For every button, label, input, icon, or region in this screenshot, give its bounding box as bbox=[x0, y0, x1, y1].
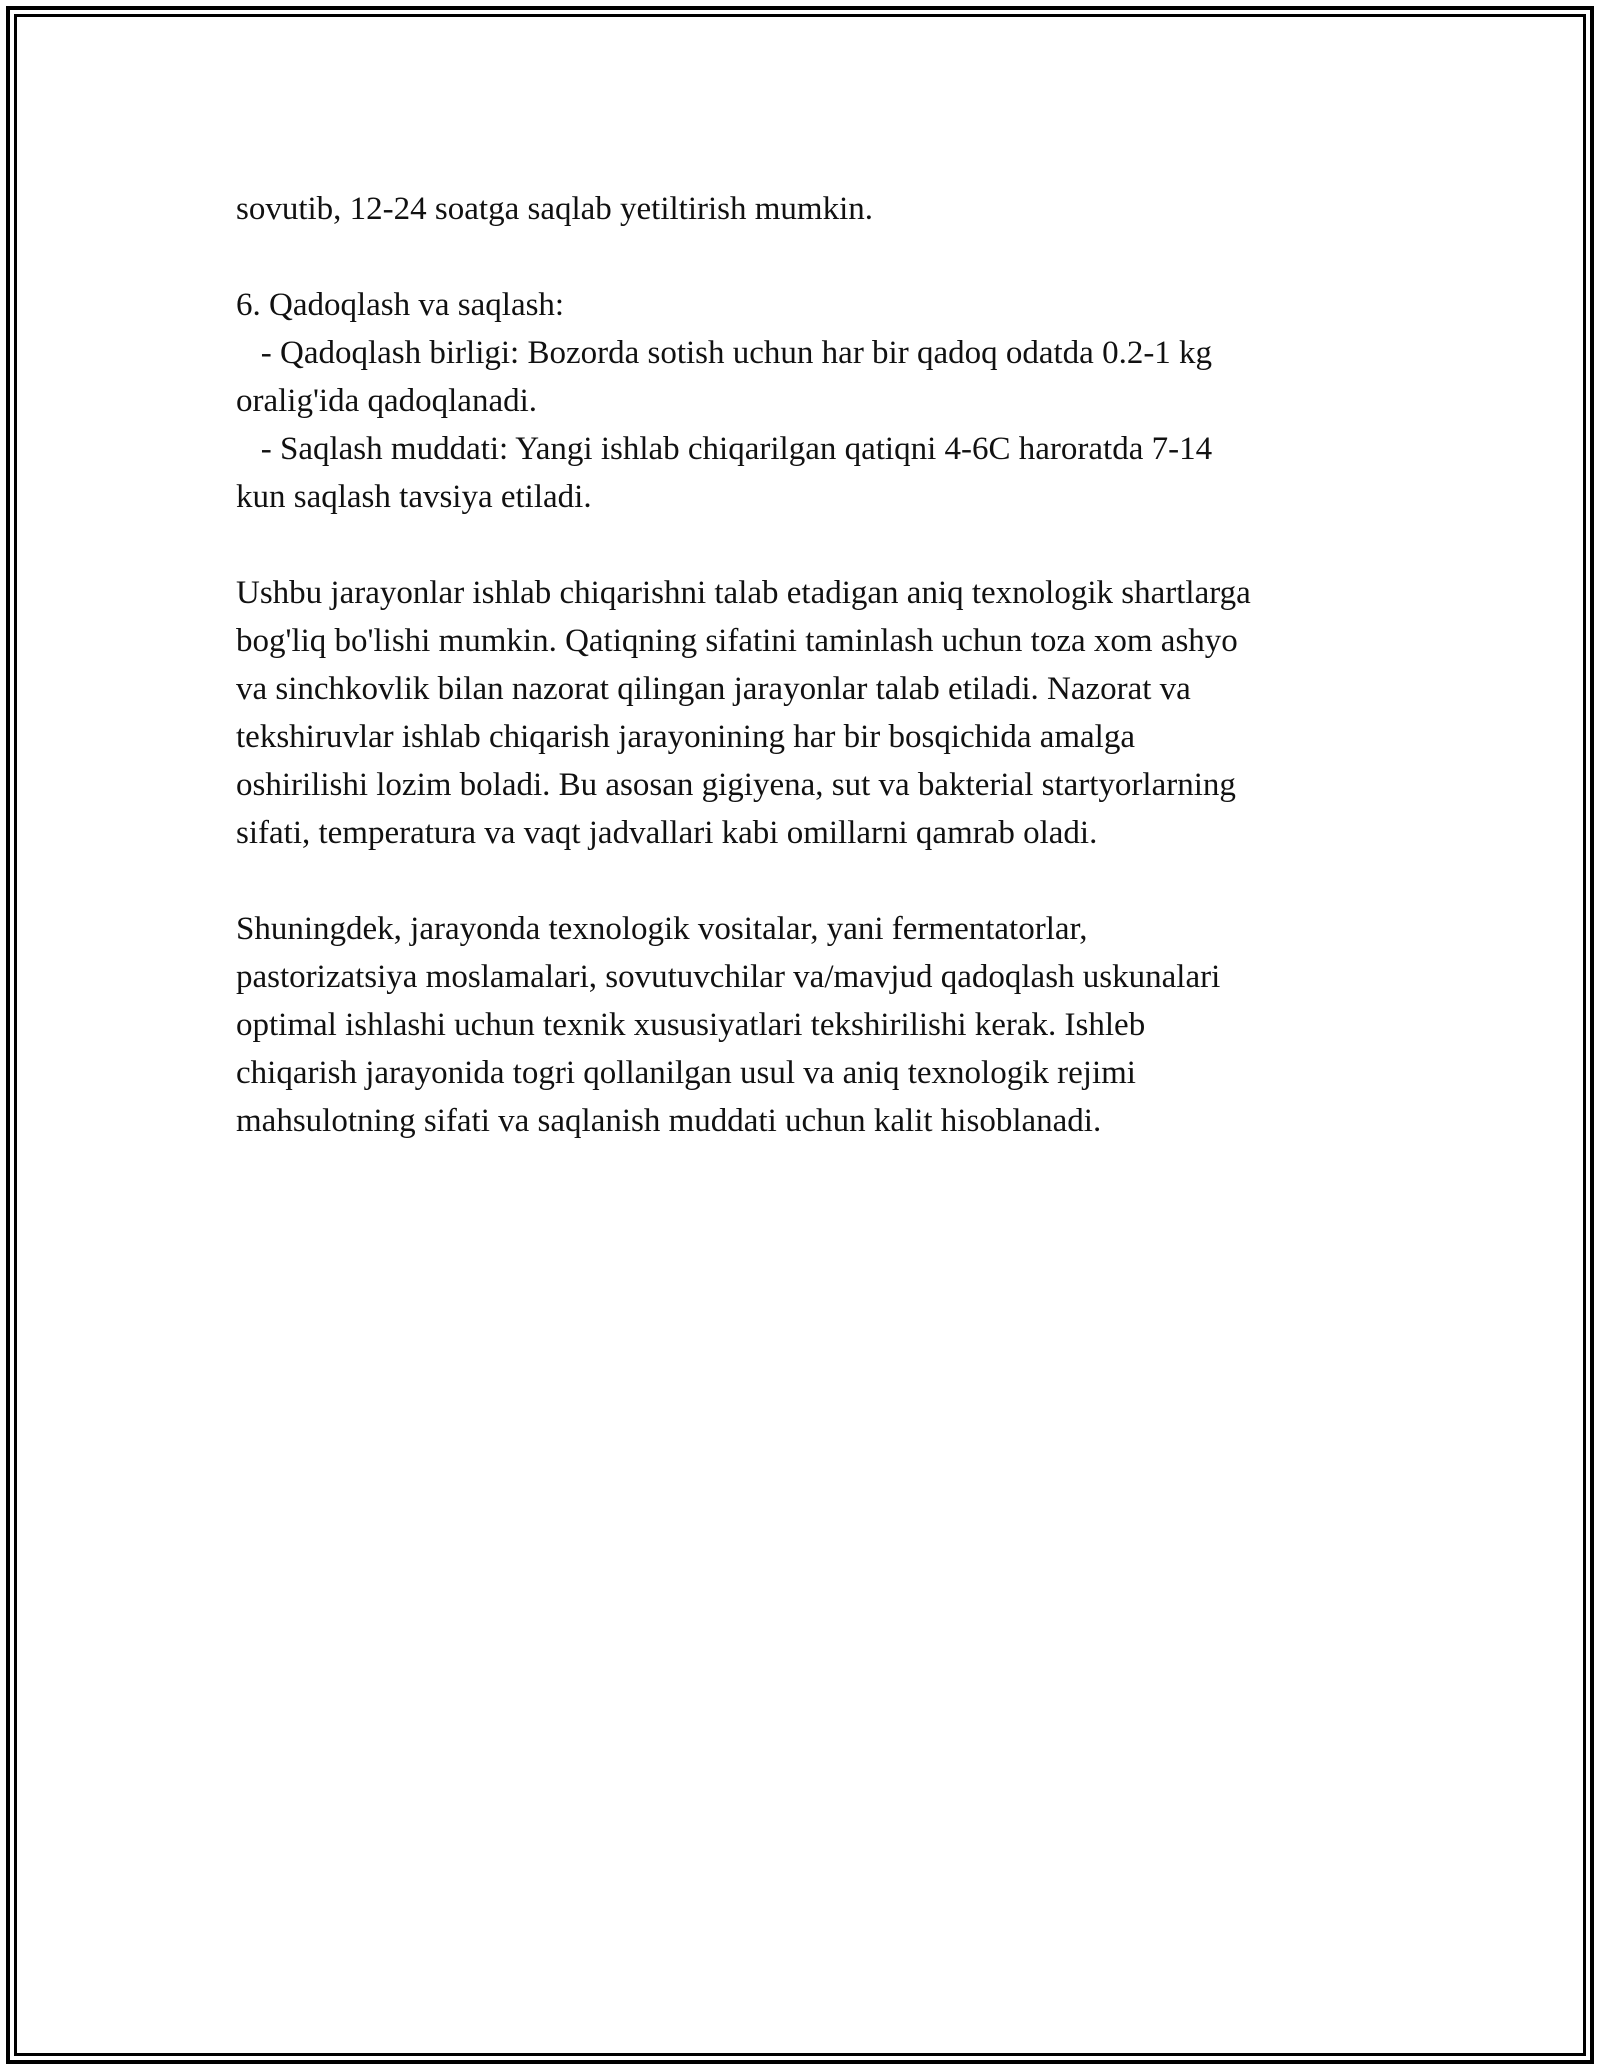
list-item-packaging-unit: - Qadoqlash birligi: Bozorda sotish uchun har bir qadoq odatda 0.2-1 kg bbox=[236, 335, 1213, 371]
list-item-storage-period: - Saqlash muddati: Yangi ishlab chiqarilgan qatiqni 4-6C haroratda 7-14 bbox=[236, 431, 1213, 467]
paragraph-technological-conditions bbox=[236, 569, 1376, 857]
paragraph-line: tekshiruvlar ishlab chiqarish jarayonining har bir bosqichida amalga bbox=[236, 719, 1135, 755]
paragraph-line: pastorizatsiya moslamalari, sovutuvchilar va/mavjud qadoqlash uskunalari bbox=[236, 959, 1221, 995]
section-packaging-storage bbox=[236, 281, 1376, 521]
document-body bbox=[236, 185, 1376, 1145]
paragraph-spacer bbox=[236, 233, 1376, 281]
paragraph-line: va sinchkovlik bilan nazorat qilingan jarayonlar talab etiladi. Nazorat va bbox=[236, 671, 1191, 707]
paragraph-equipment bbox=[236, 905, 1376, 1145]
paragraph-spacer bbox=[236, 857, 1376, 905]
intro-text-line: sovutib, 12-24 soatga saqlab yetiltirish mumkin. bbox=[236, 191, 874, 227]
paragraph-spacer bbox=[236, 521, 1376, 569]
paragraph-line: mahsulotning sifati va saqlanish muddati uchun kalit hisoblanadi. bbox=[236, 1103, 1102, 1139]
list-item-storage-period-cont: kun saqlash tavsiya etiladi. bbox=[236, 479, 592, 515]
paragraph-line: sifati, temperatura va vaqt jadvallari kabi omillarni qamrab oladi. bbox=[236, 815, 1098, 851]
list-item-packaging-unit-cont: oralig'ida qadoqlanadi. bbox=[236, 383, 538, 419]
paragraph-line: oshirilishi lozim boladi. Bu asosan gigiyena, sut va bakterial startyorlarning bbox=[236, 767, 1236, 803]
paragraph-line: Shuningdek, jarayonda texnologik vositalar, yani fermentatorlar, bbox=[236, 911, 1088, 947]
paragraph-line: bog'liq bo'lishi mumkin. Qatiqning sifatini taminlash uchun toza xom ashyo bbox=[236, 623, 1238, 659]
paragraph-line: chiqarish jarayonida togri qollanilgan usul va aniq texnologik rejimi bbox=[236, 1055, 1136, 1091]
section-heading: 6. Qadoqlash va saqlash: bbox=[236, 287, 565, 323]
paragraph-line: Ushbu jarayonlar ishlab chiqarishni talab etadigan aniq texnologik shartlarga bbox=[236, 575, 1251, 611]
paragraph-line: optimal ishlashi uchun texnik xususiyatlari tekshirilishi kerak. Ishleb bbox=[236, 1007, 1146, 1043]
